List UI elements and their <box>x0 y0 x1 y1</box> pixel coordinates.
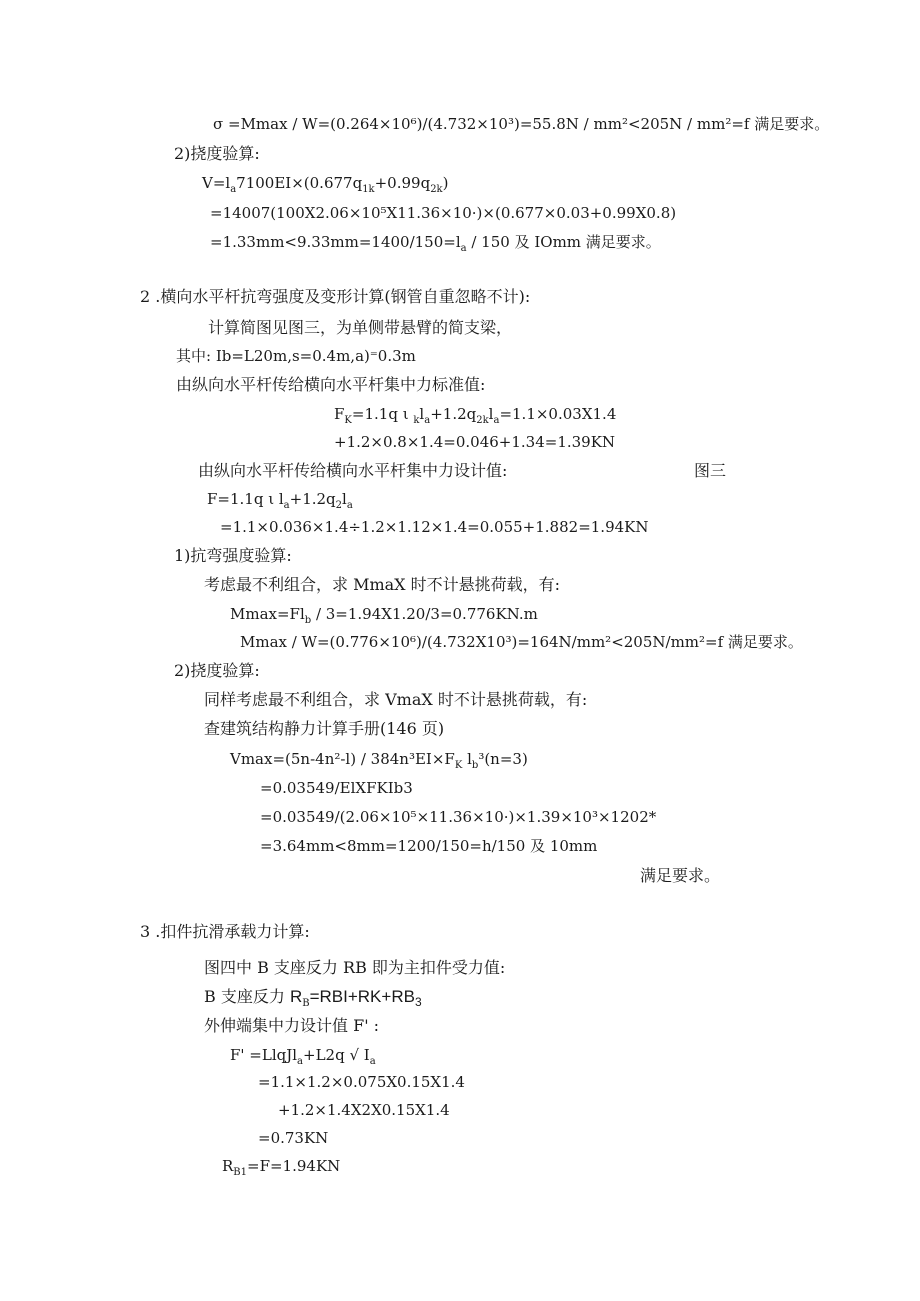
vmax-step-1: =0.03549/ElXFKIb3 <box>260 779 413 797</box>
vmax-result: =3.64mm<8mm=1200/150=h/150 及 10mm <box>260 837 598 855</box>
standard-force-heading: 由纵向水平杆传给横向水平杆集中力标准值: <box>176 375 486 394</box>
requirement-met: 满足要求。 <box>640 866 721 885</box>
standard-force-result: +1.2×0.8×1.4=0.046+1.34=1.39KN <box>334 433 616 451</box>
section-2-heading: 2 .横向水平杆抗弯强度及变形计算(钢管自重忽略不计): <box>140 287 531 306</box>
outrigger-step-2: +1.2×1.4X2X0.15X1.4 <box>278 1101 450 1119</box>
bending-check-heading: 1)抗弯强度验算: <box>174 546 292 565</box>
support-reaction-formula: B 支座反力 $R_B=RBI+RK+RB_3$ <box>204 987 422 1010</box>
deflection-heading-2: 2)挠度验算: <box>174 661 260 680</box>
handbook-reference: 查建筑结构静力计算手册(146 页) <box>204 719 445 738</box>
figure-4-note: 图四中 B 支座反力 RB 即为主扣件受力值: <box>204 958 506 977</box>
vmax-formula: $Vmax=(5n-4n^2-l) / 384n^3EI\times F_K$ $l_b^3(n=3)$ <box>230 750 528 771</box>
max-moment-formula: $Mmax=Fl_b / 3=1.94X1.20/3=0.776KN.m$ <box>230 605 538 626</box>
design-force-result: =1.1×0.036×1.4÷1.2×1.12×1.4=0.055+1.882=1.94KN <box>220 518 649 536</box>
outrigger-result: =0.73KN <box>258 1129 329 1147</box>
standard-force-formula: $F_K=1.1q$ ι $_kl_a+1.2q_{2k}l_a=1.1\times 0.03X1.4$ <box>334 405 617 426</box>
design-force-formula: F=1.1q ι $l_a+1.2q_2l_a$ <box>207 490 353 511</box>
section-3-heading: 3 .扣件抗滑承载力计算: <box>140 922 310 941</box>
calc-diagram-note: 计算简图见图三，为单侧带悬臂的简支梁， <box>208 318 513 337</box>
bending-condition: 考虑最不利组合，求 MmaX 时不计悬挑荷载，有: <box>204 575 561 594</box>
stress-check-line: σ =Mmax / W=(0.264×10⁶)/(4.732×10³)=55.8N / mm²<205N / mm²=f 满足要求。 <box>213 115 830 133</box>
outrigger-step-1: =1.1×1.2×0.075X0.15X1.4 <box>258 1073 465 1091</box>
bending-stress-result: Mmax / W=(0.776×10⁶)/(4.732X10³)=164N/mm²<205N/mm²=f 满足要求。 <box>240 633 803 651</box>
deflection-result: $=1.33mm<9.33mm=1400/150=l_a / 150$ 及 IOmm 满足要求。 <box>210 233 661 254</box>
rb1-result: $R_{B1}=F=1.94KN$ <box>222 1157 341 1178</box>
deflection-substitution: =14007(100X2.06×10⁵X11.36×10·)×(0.677×0.03+0.99X0.8) <box>210 204 677 222</box>
design-force-heading: 由纵向水平杆传给横向水平杆集中力设计值: <box>198 461 508 480</box>
figure-3-label: 图三 <box>694 461 727 480</box>
parameters-line: 其中: Ib=L20m,s=0.4m,a)⁼0.3m <box>176 347 416 365</box>
outrigger-force-heading: 外伸端集中力设计值 F' : <box>204 1016 380 1035</box>
deflection-condition: 同样考虑最不利组合，求 VmaX 时不计悬挑荷载，有: <box>204 690 588 709</box>
deflection-formula: $V=l_a7100EI\times(0.677q_{1k}+0.99q_{2k})$ <box>202 174 449 195</box>
deflection-heading: 2)挠度验算: <box>174 144 260 163</box>
vmax-step-2: =0.03549/(2.06×10⁵×11.36×10·)×1.39×10³×1202* <box>260 808 657 826</box>
outrigger-force-formula: F' =LlqJl$_a$+L2q √ $I_a$ <box>230 1046 376 1067</box>
